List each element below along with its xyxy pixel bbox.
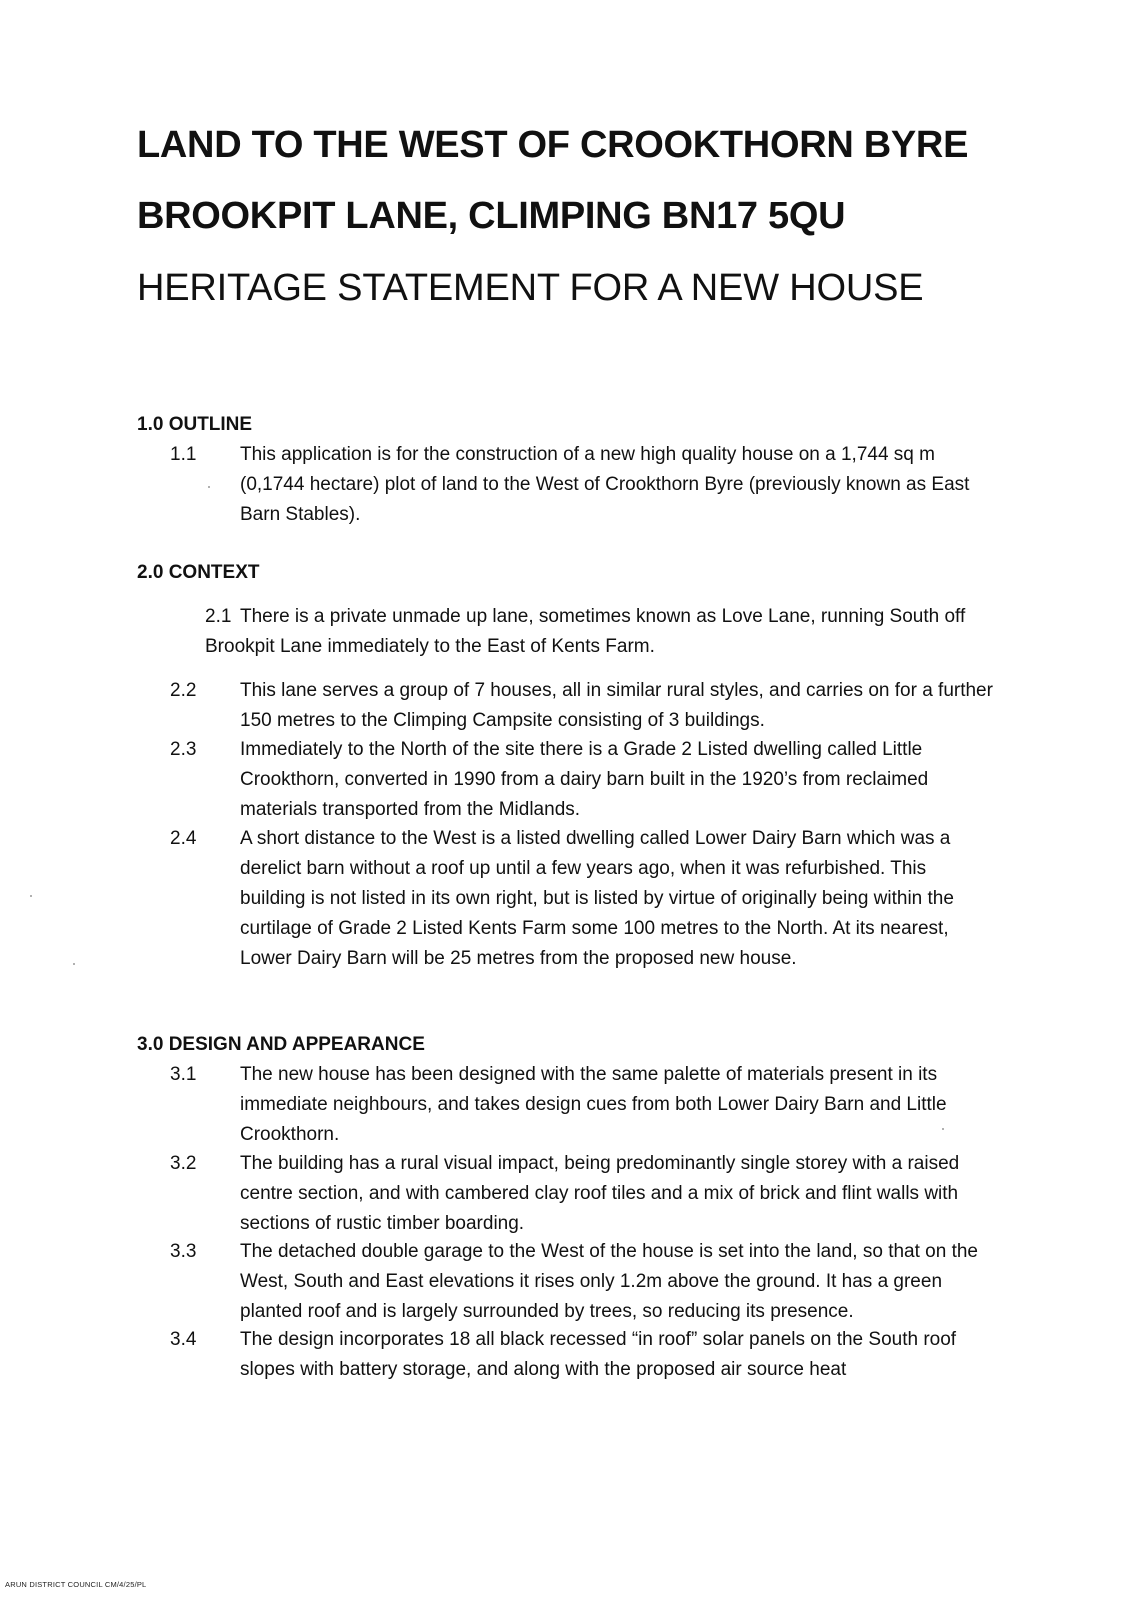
paragraph-text: This lane serves a group of 7 houses, all in similar rural styles, and carries on for a further 150 metres to the Climping Campsite consisting of 3 buildings. (240, 680, 993, 731)
paragraph-number: 2.3 (170, 739, 197, 760)
scan-speck (30, 895, 32, 897)
paragraph-2-4 (170, 824, 995, 974)
paragraph-number: 3.3 (170, 1241, 197, 1262)
section-heading-design: 3.0 DESIGN AND APPEARANCE (137, 1034, 425, 1055)
paragraph-text: The new house has been designed with the same palette of materials present in its immediate neighbours, and takes design cues from both Lower Dairy Barn and Little Crookthorn. (240, 1064, 947, 1145)
paragraph-3-2 (170, 1149, 995, 1239)
paragraph-3-4 (170, 1325, 995, 1385)
paragraph-text: A short distance to the West is a listed dwelling called Lower Dairy Barn which was a derelict barn without a roof up until a few years ago, when it was refurbished. This building is not listed in its own right, but is listed by virtue of originally being within the curtilage of Grade 2 Listed Kents Farm some 100 metres to the North. At its nearest, Lower Dairy Barn will be 25 metres from the proposed new house. (240, 828, 954, 969)
document-subtitle: HERITAGE STATEMENT FOR A NEW HOUSE (137, 267, 924, 309)
scan-speck (942, 1128, 944, 1130)
paragraph-number: 3.4 (170, 1329, 197, 1350)
paragraph-text: This application is for the construction of a new high quality house on a 1,744 sq m (0,1744 hectare) plot of land to the West of Crookthorn Byre (previously known as East Barn Stables). (240, 444, 970, 525)
section-heading-context: 2.0 CONTEXT (137, 562, 260, 583)
paragraph-number: 3.2 (170, 1153, 197, 1174)
paragraph-text: The design incorporates 18 all black recessed “in roof” solar panels on the South roof slopes with battery storage, and along with the proposed air source heat (240, 1329, 957, 1380)
paragraph-number: 1.1 (170, 444, 197, 465)
paragraph-2-2 (170, 676, 995, 736)
paragraph-number: 2.2 (170, 680, 197, 701)
paragraph-1-1 (170, 440, 995, 530)
section-heading-outline: 1.0 OUTLINE (137, 414, 253, 435)
paragraph-number: 2.4 (170, 828, 197, 849)
footer-reference: ARUN DISTRICT COUNCIL CM/4/25/PL (5, 1580, 147, 1589)
paragraph-text: There is a private unmade up lane, sometimes known as Love Lane, running South off Brookpit Lane immediately to the East of Kents Farm. (205, 606, 966, 657)
paragraph-3-3 (170, 1237, 995, 1327)
scan-speck (208, 486, 210, 488)
paragraph-text: The building has a rural visual impact, being predominantly single storey with a raised centre section, and with cambered clay roof tiles and a mix of brick and flint walls with sections of rustic timber boarding. (240, 1153, 960, 1234)
paragraph-2-3 (170, 735, 995, 825)
paragraph-3-1 (170, 1060, 995, 1150)
title-line-1: LAND TO THE WEST OF CROOKTHORN BYRE (137, 124, 969, 166)
paragraph-number: 3.1 (170, 1064, 197, 1085)
paragraph-2-1 (205, 602, 985, 662)
paragraph-text: The detached double garage to the West of the house is set into the land, so that on the West, South and East elevations it rises only 1.2m above the ground. It has a green planted roof and is largely surrounded by trees, so reducing its presence. (240, 1241, 978, 1322)
paragraph-number: 2.1 (205, 606, 232, 627)
paragraph-text: Immediately to the North of the site there is a Grade 2 Listed dwelling called Little Crookthorn, converted in 1990 from a dairy barn built in the 1920’s from reclaimed materials transported from the Midlands. (240, 739, 929, 820)
scan-speck (73, 963, 75, 965)
title-line-2: BROOKPIT LANE, CLIMPING BN17 5QU (137, 195, 846, 237)
